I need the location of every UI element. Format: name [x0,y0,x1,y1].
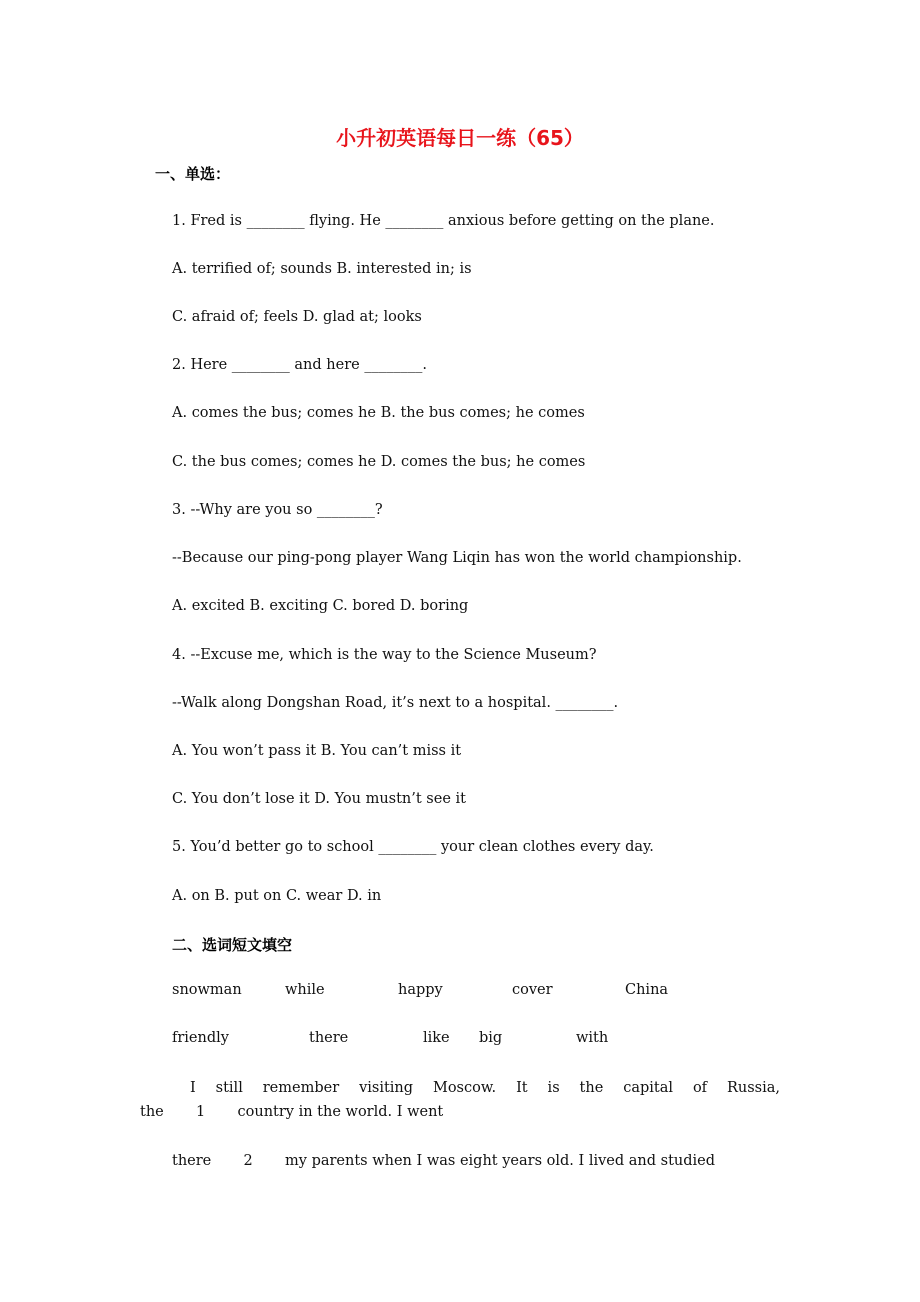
section-heading-word-fill: 二、选词短文填空 [172,936,293,954]
cloze-paragraph-line: the 1 country in the world. I went [140,1104,444,1120]
question-3-answer-line: --Because our ping-pong player Wang Liqin has won the world championship. [172,550,742,566]
question-5: 5. You’d better go to school ________ your clean clothes every day. [172,839,654,855]
question-2-options-cd: C. the bus comes; comes he D. comes the bus; he comes [172,454,586,470]
cloze-paragraph-line: there 2 my parents when I was eight years old. I lived and studied [172,1153,716,1169]
question-1-options-ab: A. terrified of; sounds B. interested in; is [172,261,472,277]
question-2: 2. Here ________ and here ________. [172,357,427,373]
word-bank-item: China [625,982,669,998]
question-3-options: A. excited B. exciting C. bored D. boring [172,598,469,614]
question-1: 1. Fred is ________ flying. He ________ anxious before getting on the plane. [172,213,715,229]
word-bank-item: with [576,1030,609,1046]
question-5-options: A. on B. put on C. wear D. in [172,888,382,904]
question-1-options-cd: C. afraid of; feels D. glad at; looks [172,309,422,325]
question-4: 4. --Excuse me, which is the way to the Science Museum? [172,647,597,663]
word-bank-item: while [285,982,325,998]
question-4-options-cd: C. You don’t lose it D. You mustn’t see it [172,791,466,807]
word-bank-item: cover [512,982,553,998]
word-bank-item: snowman [172,982,242,998]
question-4-options-ab: A. You won’t pass it B. You can’t miss it [172,743,462,759]
word-bank-item: happy [398,982,443,998]
word-bank-item: like [423,1030,450,1046]
word-bank-item: big [479,1030,503,1046]
word-bank-item: friendly [172,1030,229,1046]
question-2-options-ab: A. comes the bus; comes he B. the bus comes; he comes [172,405,585,421]
question-4-answer-line: --Walk along Dongshan Road, it’s next to a hospital. ________. [172,695,619,711]
page-title: 小升初英语每日一练（65） [336,126,584,150]
question-3: 3. --Why are you so ________? [172,502,383,518]
cloze-paragraph [140,1076,780,1124]
section-heading-single-choice: 一、单选： [155,165,231,183]
word-bank-item: there [309,1030,349,1046]
cloze-paragraph-line: I still remember visiting Moscow. It is the capital of Russia, [190,1080,780,1096]
